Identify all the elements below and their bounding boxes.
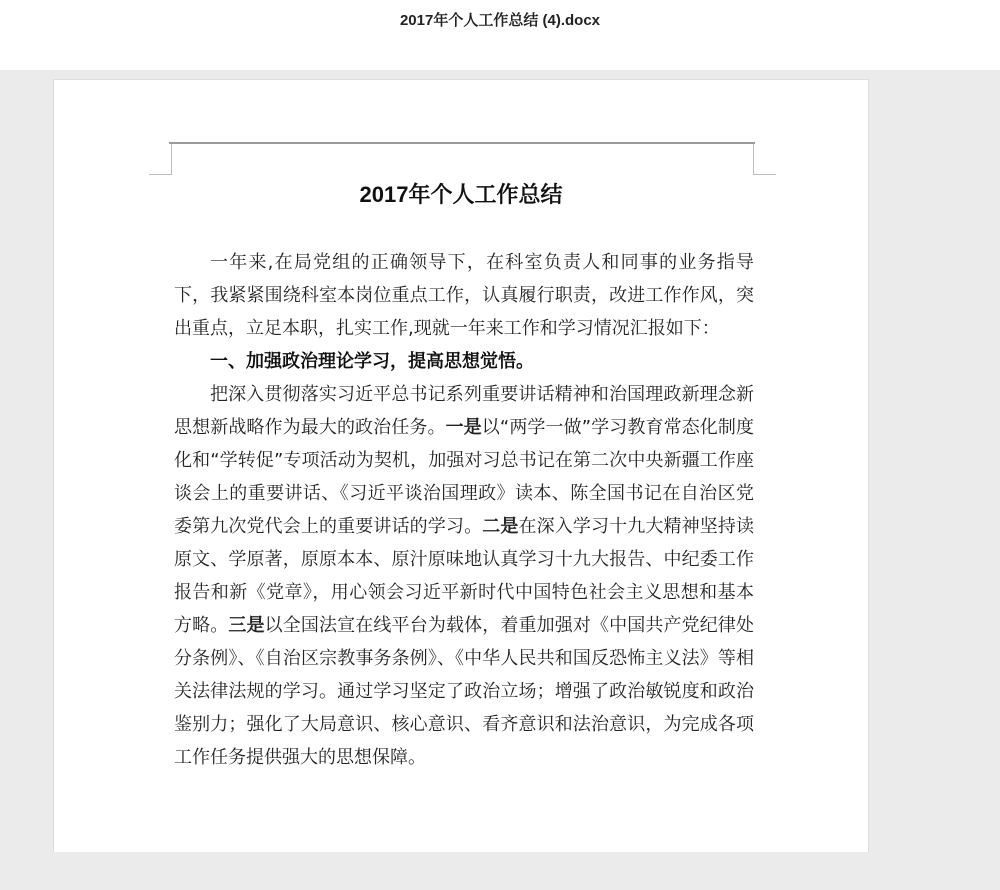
point-marker: 三是	[228, 615, 265, 636]
document-page	[53, 79, 869, 879]
title-bar	[0, 0, 1000, 70]
paragraph-text: 以“两学一做”学习教育常态化制度化和“学转促”专项活动为契机，加强对习总书记在第二次中央新疆工作座谈会上的重要讲话、《习近平谈治国理政》读本、陈全国书记在自治区党委第九次党代会上的重要讲话的学习。	[174, 417, 755, 537]
section-paragraph	[174, 378, 754, 774]
point-marker: 二是	[482, 516, 519, 537]
document-body	[174, 246, 754, 774]
paragraph-text: 把深入贯彻落实习近平总书记系列重要讲话精神和治国理政新理念新思想新战略作为最大的政治任务。	[174, 384, 754, 438]
viewer-bottom-bar	[0, 852, 1000, 890]
point-marker: 一是	[445, 417, 482, 438]
section-heading: 一、加强政治理论学习，提高思想觉悟。	[210, 351, 534, 372]
crop-mark-top-left	[149, 144, 172, 175]
document-title: 2017年个人工作总结	[359, 182, 563, 207]
intro-paragraph: 一年来,在局党组的正确领导下，在科室负责人和同事的业务指导下，我紧紧围绕科室本岗位重点工作，认真履行职责，改进工作作风，突出重点，立足本职，扎实工作,现就一年来工作和学习情况汇报如下：	[174, 252, 754, 339]
crop-mark-top-right	[753, 144, 776, 175]
paragraph-text: 在深入学习十九大精神坚持读原文、学原著，原原本本、原汁原味地认真学习十九大报告、中纪委工作报告和新《党章》，用心领会习近平新时代中国特色社会主义思想和基本方略。	[174, 516, 755, 636]
file-name: 2017年个人工作总结 (4).docx	[399, 12, 601, 29]
paragraph-text: 以全国法宣在线平台为载体，着重加强对《中国共产党纪律处分条例》、《自治区宗教事务条例》、《中华人民共和国反恐怖主义法》等相关法律法规的学习。通过学习坚定了政治立场；增强了政治敏锐度和政治鉴别力；强化了大局意识、核心意识、看齐意识和法治意识，为完成各项工作任务提供强大的思想保障。	[174, 615, 755, 768]
header-rule	[169, 142, 755, 144]
